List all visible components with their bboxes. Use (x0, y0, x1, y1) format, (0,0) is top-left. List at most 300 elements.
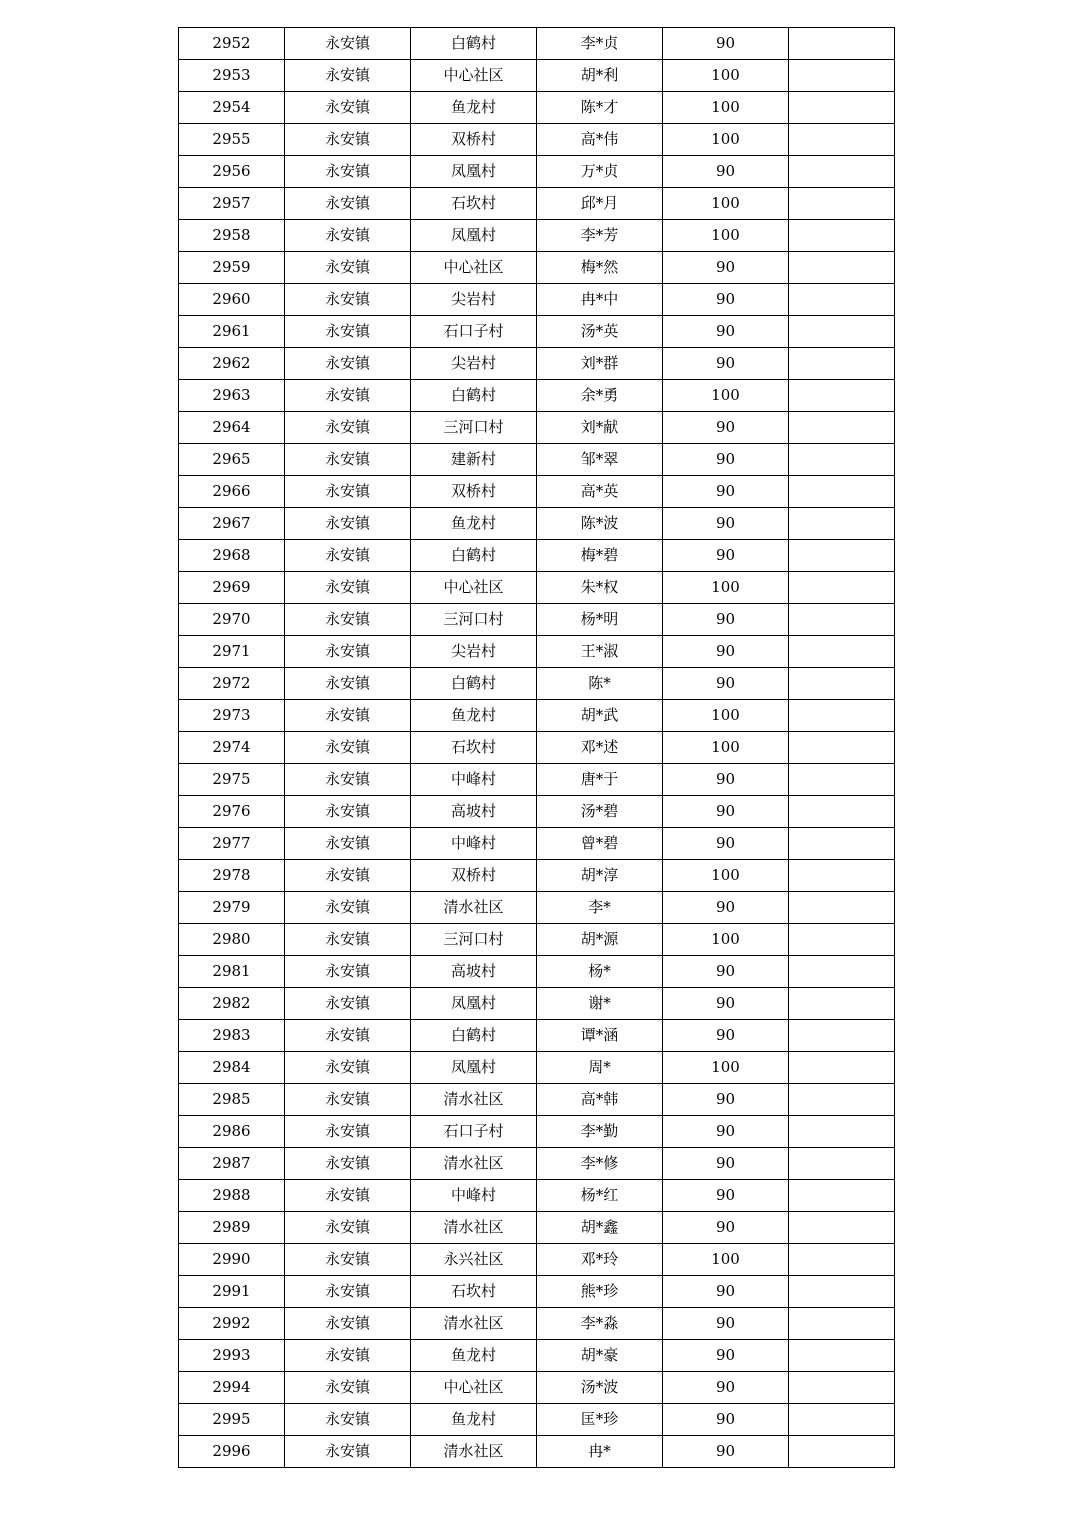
amount-cell: 100 (663, 572, 789, 604)
serial-cell: 2974 (179, 732, 285, 764)
remark-cell (789, 28, 895, 60)
village-cell: 三河口村 (411, 412, 537, 444)
town-cell: 永安镇 (285, 508, 411, 540)
name-cell: 汤*英 (537, 316, 663, 348)
town-cell: 永安镇 (285, 1244, 411, 1276)
town-cell: 永安镇 (285, 316, 411, 348)
table-row (179, 28, 895, 60)
table-row (179, 412, 895, 444)
name-cell: 李*修 (537, 1148, 663, 1180)
amount-cell: 90 (663, 1372, 789, 1404)
remark-cell (789, 1244, 895, 1276)
village-cell: 白鹤村 (411, 28, 537, 60)
serial-cell: 2957 (179, 188, 285, 220)
amount-cell: 90 (663, 28, 789, 60)
name-cell: 胡*淳 (537, 860, 663, 892)
town-cell: 永安镇 (285, 860, 411, 892)
amount-cell: 90 (663, 1180, 789, 1212)
serial-cell: 2956 (179, 156, 285, 188)
name-cell: 谭*涵 (537, 1020, 663, 1052)
amount-cell: 90 (663, 892, 789, 924)
remark-cell (789, 892, 895, 924)
serial-cell: 2959 (179, 252, 285, 284)
remark-cell (789, 860, 895, 892)
remark-cell (789, 508, 895, 540)
serial-cell: 2978 (179, 860, 285, 892)
village-cell: 石坎村 (411, 732, 537, 764)
table-row (179, 1404, 895, 1436)
amount-cell: 90 (663, 636, 789, 668)
amount-cell: 100 (663, 220, 789, 252)
serial-cell: 2981 (179, 956, 285, 988)
town-cell: 永安镇 (285, 1404, 411, 1436)
remark-cell (789, 156, 895, 188)
town-cell: 永安镇 (285, 28, 411, 60)
table-row (179, 1244, 895, 1276)
village-cell: 凤凰村 (411, 156, 537, 188)
village-cell: 鱼龙村 (411, 1404, 537, 1436)
village-cell: 清水社区 (411, 1148, 537, 1180)
remark-cell (789, 956, 895, 988)
table-row (179, 700, 895, 732)
serial-cell: 2954 (179, 92, 285, 124)
serial-cell: 2983 (179, 1020, 285, 1052)
name-cell: 冉*中 (537, 284, 663, 316)
village-cell: 建新村 (411, 444, 537, 476)
amount-cell: 90 (663, 604, 789, 636)
table-row (179, 892, 895, 924)
name-cell: 梅*碧 (537, 540, 663, 572)
village-cell: 中峰村 (411, 828, 537, 860)
village-cell: 三河口村 (411, 604, 537, 636)
serial-cell: 2960 (179, 284, 285, 316)
village-cell: 鱼龙村 (411, 700, 537, 732)
village-cell: 凤凰村 (411, 1052, 537, 1084)
name-cell: 李*贞 (537, 28, 663, 60)
table-row (179, 380, 895, 412)
serial-cell: 2953 (179, 60, 285, 92)
remark-cell (789, 220, 895, 252)
remark-cell (789, 1276, 895, 1308)
table-row (179, 764, 895, 796)
serial-cell: 2993 (179, 1340, 285, 1372)
village-cell: 双桥村 (411, 476, 537, 508)
town-cell: 永安镇 (285, 1372, 411, 1404)
serial-cell: 2970 (179, 604, 285, 636)
remark-cell (789, 188, 895, 220)
village-cell: 清水社区 (411, 1308, 537, 1340)
village-cell: 清水社区 (411, 1212, 537, 1244)
serial-cell: 2979 (179, 892, 285, 924)
village-cell: 中峰村 (411, 1180, 537, 1212)
serial-cell: 2990 (179, 1244, 285, 1276)
serial-cell: 2989 (179, 1212, 285, 1244)
amount-cell: 90 (663, 540, 789, 572)
serial-cell: 2952 (179, 28, 285, 60)
remark-cell (789, 412, 895, 444)
name-cell: 邱*月 (537, 188, 663, 220)
table-row (179, 988, 895, 1020)
serial-cell: 2975 (179, 764, 285, 796)
remark-cell (789, 572, 895, 604)
serial-cell: 2976 (179, 796, 285, 828)
table-row (179, 1116, 895, 1148)
remark-cell (789, 252, 895, 284)
remark-cell (789, 540, 895, 572)
village-cell: 双桥村 (411, 860, 537, 892)
village-cell: 清水社区 (411, 1436, 537, 1468)
remark-cell (789, 1372, 895, 1404)
amount-cell: 90 (663, 1212, 789, 1244)
name-cell: 高*韩 (537, 1084, 663, 1116)
town-cell: 永安镇 (285, 188, 411, 220)
amount-cell: 100 (663, 700, 789, 732)
remark-cell (789, 668, 895, 700)
name-cell: 胡*利 (537, 60, 663, 92)
remark-cell (789, 1116, 895, 1148)
remark-cell (789, 124, 895, 156)
amount-cell: 90 (663, 284, 789, 316)
serial-cell: 2992 (179, 1308, 285, 1340)
serial-cell: 2973 (179, 700, 285, 732)
name-cell: 杨* (537, 956, 663, 988)
table-row (179, 1052, 895, 1084)
amount-cell: 90 (663, 988, 789, 1020)
table-row (179, 220, 895, 252)
village-cell: 凤凰村 (411, 988, 537, 1020)
town-cell: 永安镇 (285, 444, 411, 476)
town-cell: 永安镇 (285, 1116, 411, 1148)
amount-cell: 100 (663, 188, 789, 220)
amount-cell: 100 (663, 860, 789, 892)
remark-cell (789, 1180, 895, 1212)
village-cell: 石坎村 (411, 1276, 537, 1308)
amount-cell: 90 (663, 1084, 789, 1116)
village-cell: 中心社区 (411, 1372, 537, 1404)
village-cell: 石口子村 (411, 316, 537, 348)
name-cell: 陈*才 (537, 92, 663, 124)
serial-cell: 2977 (179, 828, 285, 860)
village-cell: 白鹤村 (411, 668, 537, 700)
remark-cell (789, 1020, 895, 1052)
town-cell: 永安镇 (285, 764, 411, 796)
village-cell: 中心社区 (411, 252, 537, 284)
table-row (179, 508, 895, 540)
name-cell: 汤*碧 (537, 796, 663, 828)
town-cell: 永安镇 (285, 1180, 411, 1212)
name-cell: 胡*源 (537, 924, 663, 956)
serial-cell: 2964 (179, 412, 285, 444)
document-page (178, 27, 895, 1468)
village-cell: 石口子村 (411, 1116, 537, 1148)
amount-cell: 90 (663, 1340, 789, 1372)
name-cell: 匡*珍 (537, 1404, 663, 1436)
amount-cell: 100 (663, 92, 789, 124)
name-cell: 汤*波 (537, 1372, 663, 1404)
amount-cell: 100 (663, 1244, 789, 1276)
name-cell: 邓*述 (537, 732, 663, 764)
village-cell: 清水社区 (411, 1084, 537, 1116)
town-cell: 永安镇 (285, 572, 411, 604)
village-cell: 白鹤村 (411, 380, 537, 412)
serial-cell: 2963 (179, 380, 285, 412)
amount-cell: 90 (663, 508, 789, 540)
name-cell: 刘*群 (537, 348, 663, 380)
town-cell: 永安镇 (285, 1084, 411, 1116)
amount-cell: 90 (663, 668, 789, 700)
serial-cell: 2988 (179, 1180, 285, 1212)
table-row (179, 860, 895, 892)
remark-cell (789, 636, 895, 668)
remark-cell (789, 700, 895, 732)
amount-cell: 100 (663, 924, 789, 956)
town-cell: 永安镇 (285, 1340, 411, 1372)
town-cell: 永安镇 (285, 252, 411, 284)
name-cell: 李*勤 (537, 1116, 663, 1148)
village-cell: 尖岩村 (411, 636, 537, 668)
amount-cell: 90 (663, 316, 789, 348)
serial-cell: 2961 (179, 316, 285, 348)
remark-cell (789, 796, 895, 828)
remark-cell (789, 476, 895, 508)
serial-cell: 2965 (179, 444, 285, 476)
name-cell: 唐*于 (537, 764, 663, 796)
remark-cell (789, 1340, 895, 1372)
name-cell: 杨*明 (537, 604, 663, 636)
amount-cell: 90 (663, 796, 789, 828)
serial-cell: 2982 (179, 988, 285, 1020)
amount-cell: 100 (663, 380, 789, 412)
table-row (179, 316, 895, 348)
town-cell: 永安镇 (285, 220, 411, 252)
village-cell: 尖岩村 (411, 284, 537, 316)
table-row (179, 156, 895, 188)
table-row (179, 188, 895, 220)
table-row (179, 284, 895, 316)
table-row (179, 124, 895, 156)
amount-cell: 90 (663, 1404, 789, 1436)
table-row (179, 636, 895, 668)
remark-cell (789, 348, 895, 380)
village-cell: 石坎村 (411, 188, 537, 220)
remark-cell (789, 380, 895, 412)
remark-cell (789, 1436, 895, 1468)
name-cell: 梅*然 (537, 252, 663, 284)
village-cell: 三河口村 (411, 924, 537, 956)
serial-cell: 2966 (179, 476, 285, 508)
amount-cell: 100 (663, 60, 789, 92)
amount-cell: 90 (663, 156, 789, 188)
town-cell: 永安镇 (285, 60, 411, 92)
town-cell: 永安镇 (285, 476, 411, 508)
town-cell: 永安镇 (285, 988, 411, 1020)
amount-cell: 90 (663, 828, 789, 860)
town-cell: 永安镇 (285, 92, 411, 124)
remark-cell (789, 924, 895, 956)
amount-cell: 90 (663, 1020, 789, 1052)
amount-cell: 90 (663, 956, 789, 988)
serial-cell: 2980 (179, 924, 285, 956)
table-row (179, 1020, 895, 1052)
name-cell: 杨*红 (537, 1180, 663, 1212)
village-cell: 凤凰村 (411, 220, 537, 252)
village-cell: 双桥村 (411, 124, 537, 156)
table-row (179, 828, 895, 860)
amount-cell: 90 (663, 348, 789, 380)
town-cell: 永安镇 (285, 668, 411, 700)
name-cell: 李*淼 (537, 1308, 663, 1340)
village-cell: 鱼龙村 (411, 508, 537, 540)
town-cell: 永安镇 (285, 1148, 411, 1180)
name-cell: 王*淑 (537, 636, 663, 668)
amount-cell: 90 (663, 764, 789, 796)
amount-cell: 90 (663, 412, 789, 444)
town-cell: 永安镇 (285, 284, 411, 316)
remark-cell (789, 828, 895, 860)
village-cell: 鱼龙村 (411, 1340, 537, 1372)
serial-cell: 2968 (179, 540, 285, 572)
data-table (178, 27, 895, 1468)
table-row (179, 668, 895, 700)
serial-cell: 2971 (179, 636, 285, 668)
village-cell: 中心社区 (411, 60, 537, 92)
name-cell: 谢* (537, 988, 663, 1020)
amount-cell: 90 (663, 1116, 789, 1148)
village-cell: 中峰村 (411, 764, 537, 796)
serial-cell: 2969 (179, 572, 285, 604)
serial-cell: 2994 (179, 1372, 285, 1404)
town-cell: 永安镇 (285, 1020, 411, 1052)
town-cell: 永安镇 (285, 156, 411, 188)
name-cell: 胡*豪 (537, 1340, 663, 1372)
remark-cell (789, 92, 895, 124)
table-row (179, 1372, 895, 1404)
serial-cell: 2987 (179, 1148, 285, 1180)
town-cell: 永安镇 (285, 700, 411, 732)
remark-cell (789, 284, 895, 316)
name-cell: 陈*波 (537, 508, 663, 540)
table-row (179, 924, 895, 956)
table-row (179, 1148, 895, 1180)
town-cell: 永安镇 (285, 1276, 411, 1308)
table-row (179, 1436, 895, 1468)
serial-cell: 2995 (179, 1404, 285, 1436)
village-cell: 鱼龙村 (411, 92, 537, 124)
name-cell: 高*英 (537, 476, 663, 508)
table-row (179, 60, 895, 92)
remark-cell (789, 764, 895, 796)
amount-cell: 90 (663, 1148, 789, 1180)
serial-cell: 2991 (179, 1276, 285, 1308)
remark-cell (789, 444, 895, 476)
remark-cell (789, 732, 895, 764)
name-cell: 陈* (537, 668, 663, 700)
remark-cell (789, 1148, 895, 1180)
table-row (179, 732, 895, 764)
village-cell: 清水社区 (411, 892, 537, 924)
remark-cell (789, 988, 895, 1020)
name-cell: 李* (537, 892, 663, 924)
table-row (179, 252, 895, 284)
village-cell: 永兴社区 (411, 1244, 537, 1276)
town-cell: 永安镇 (285, 892, 411, 924)
name-cell: 邹*翠 (537, 444, 663, 476)
amount-cell: 90 (663, 476, 789, 508)
serial-cell: 2996 (179, 1436, 285, 1468)
serial-cell: 2955 (179, 124, 285, 156)
amount-cell: 90 (663, 1276, 789, 1308)
town-cell: 永安镇 (285, 636, 411, 668)
village-cell: 高坡村 (411, 796, 537, 828)
name-cell: 高*伟 (537, 124, 663, 156)
table-row (179, 1180, 895, 1212)
remark-cell (789, 1404, 895, 1436)
table-row (179, 1276, 895, 1308)
town-cell: 永安镇 (285, 956, 411, 988)
town-cell: 永安镇 (285, 604, 411, 636)
name-cell: 余*勇 (537, 380, 663, 412)
table-row (179, 92, 895, 124)
table-row (179, 956, 895, 988)
town-cell: 永安镇 (285, 348, 411, 380)
amount-cell: 100 (663, 732, 789, 764)
amount-cell: 90 (663, 444, 789, 476)
serial-cell: 2984 (179, 1052, 285, 1084)
village-cell: 白鹤村 (411, 1020, 537, 1052)
remark-cell (789, 1052, 895, 1084)
table-row (179, 1084, 895, 1116)
serial-cell: 2972 (179, 668, 285, 700)
table-row (179, 796, 895, 828)
table-row (179, 1212, 895, 1244)
table-row (179, 572, 895, 604)
name-cell: 曾*碧 (537, 828, 663, 860)
name-cell: 邓*玲 (537, 1244, 663, 1276)
remark-cell (789, 604, 895, 636)
name-cell: 李*芳 (537, 220, 663, 252)
town-cell: 永安镇 (285, 1212, 411, 1244)
town-cell: 永安镇 (285, 924, 411, 956)
name-cell: 胡*鑫 (537, 1212, 663, 1244)
name-cell: 熊*珍 (537, 1276, 663, 1308)
village-cell: 尖岩村 (411, 348, 537, 380)
village-cell: 白鹤村 (411, 540, 537, 572)
remark-cell (789, 316, 895, 348)
amount-cell: 90 (663, 1436, 789, 1468)
village-cell: 中心社区 (411, 572, 537, 604)
remark-cell (789, 1212, 895, 1244)
remark-cell (789, 60, 895, 92)
amount-cell: 100 (663, 124, 789, 156)
table-row (179, 1308, 895, 1340)
name-cell: 刘*献 (537, 412, 663, 444)
town-cell: 永安镇 (285, 380, 411, 412)
table-body (179, 28, 895, 1468)
table-row (179, 1340, 895, 1372)
table-row (179, 348, 895, 380)
town-cell: 永安镇 (285, 1436, 411, 1468)
name-cell: 周* (537, 1052, 663, 1084)
town-cell: 永安镇 (285, 1052, 411, 1084)
remark-cell (789, 1084, 895, 1116)
remark-cell (789, 1308, 895, 1340)
town-cell: 永安镇 (285, 1308, 411, 1340)
serial-cell: 2958 (179, 220, 285, 252)
name-cell: 朱*权 (537, 572, 663, 604)
serial-cell: 2967 (179, 508, 285, 540)
amount-cell: 90 (663, 252, 789, 284)
town-cell: 永安镇 (285, 412, 411, 444)
